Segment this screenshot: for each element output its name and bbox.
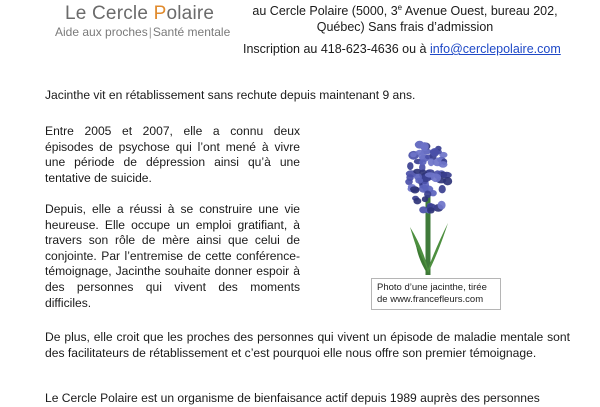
paragraph-proches: De plus, elle croit que les proches des personnes qui vivent un épisode de maladie mentale sont des facilitateurs de rétablissement et c’est pourquoi elle nous offre son premier témoignage. xyxy=(45,330,570,360)
email-link[interactable]: info@cerclepolaire.com xyxy=(429,42,561,56)
logo-title-end: olaire xyxy=(166,3,215,24)
contact-line xyxy=(243,42,561,56)
photo-caption xyxy=(371,278,501,310)
logo-sub-left: Aide aux proches xyxy=(55,25,148,39)
logo-sub-right: Santé mentale xyxy=(152,25,231,39)
address-line-1 xyxy=(240,0,570,19)
address-line-1-end: Avenue Ouest, bureau 202, xyxy=(402,4,558,19)
address-line-1-start: au Cercle Polaire (5000, 3 xyxy=(252,4,398,19)
address-superscript: e xyxy=(397,3,403,12)
paragraph-intro: Jacinthe vit en rétablissement sans rechute depuis maintenant 9 ans. xyxy=(45,88,416,102)
hyacinth-photo xyxy=(388,135,468,283)
address-line-2: Québec) Sans frais d’admission xyxy=(316,20,494,35)
logo-title-start: Le Cercle xyxy=(65,3,154,24)
paragraph-recovery: Depuis, elle a réussi à se construire une vie heureuse. Elle occupe un emploi gratifiant, à travers son rôle de mère ainsi que celui de conjointe. Par l’entremise de cette conférence-témoignage, Jacinthe souhaite donner espoir à des personnes qui vivent des moments difficiles. xyxy=(45,202,300,310)
paragraph-organisme: Le Cercle Polaire est un organisme de bienfaisance actif depuis 1989 auprès des personnes xyxy=(45,391,540,405)
paragraph-history: Entre 2005 et 2007, elle a connu deux épisodes de psychose qui l’ont mené à vivre une période de dépression ainsi qu’à une tentative de suicide. xyxy=(45,124,300,185)
event-address xyxy=(240,0,570,35)
logo-title xyxy=(65,3,214,25)
hyacinth-illustration xyxy=(388,135,468,283)
logo-separator: | xyxy=(148,25,152,39)
caption-line-1: Photo d’une jacinthe, tirée xyxy=(377,282,487,293)
logo-subtitle xyxy=(55,25,230,39)
logo-title-highlight: P xyxy=(153,3,167,24)
contact-prefix: Inscription au 418-623-4636 ou à xyxy=(243,42,430,56)
caption-line-2: de www.francefleurs.com xyxy=(377,294,484,305)
